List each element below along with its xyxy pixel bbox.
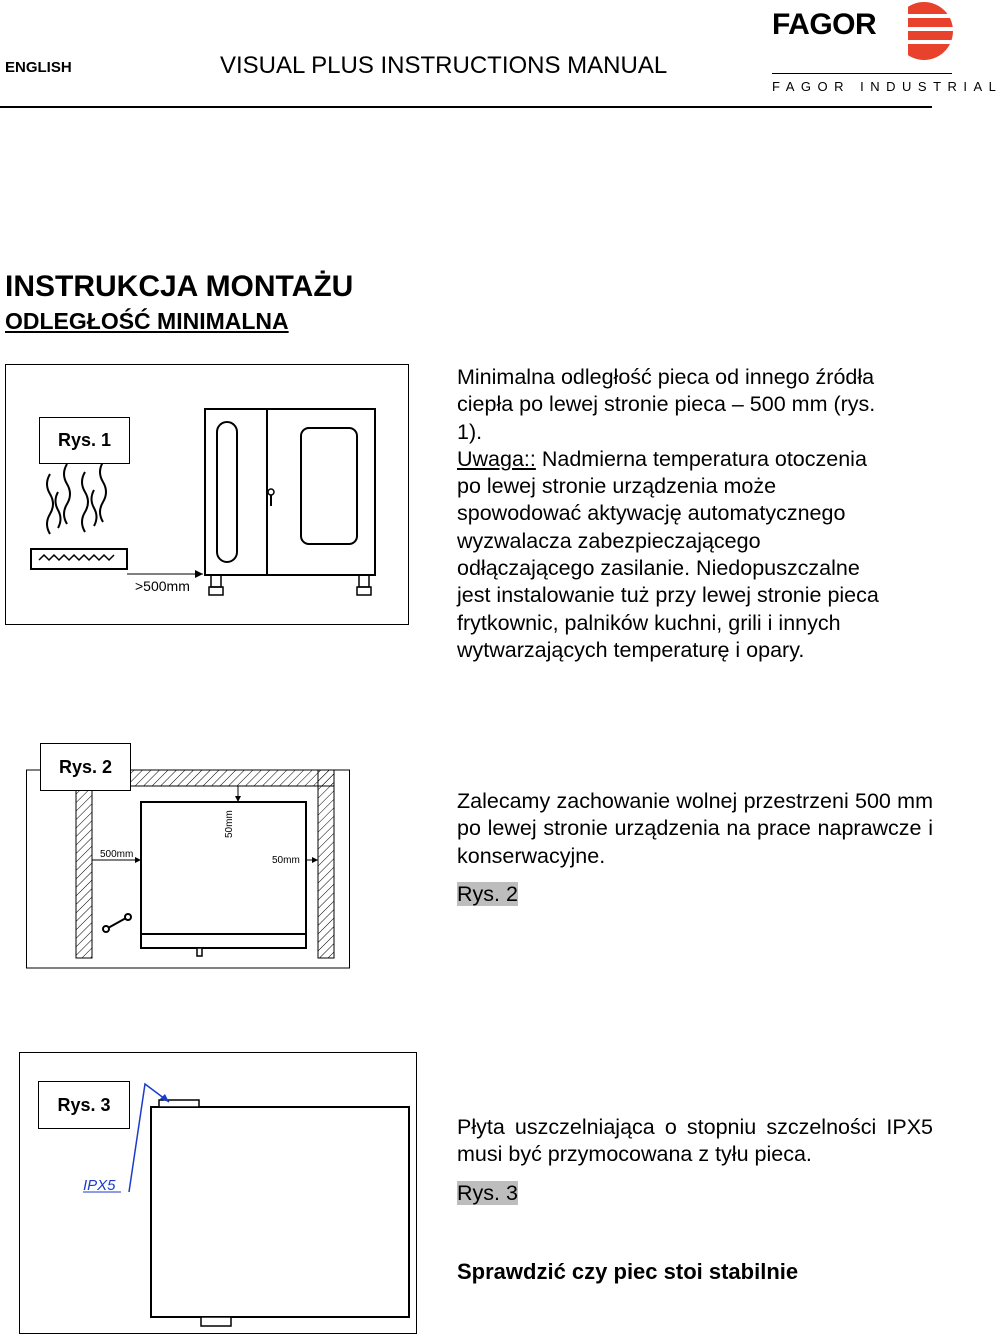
stability-heading: Sprawdzić czy piec stoi stabilnie [457, 1259, 799, 1284]
logo-subtitle: FAGOR INDUSTRIAL [772, 79, 1002, 94]
text-span: Nadmierna temperatura otoczenia [535, 446, 867, 471]
figure-1-illustration [5, 364, 410, 626]
text-line: 1). [457, 419, 483, 444]
figure-1-label: Rys. 1 [39, 417, 130, 464]
figure-2-label: Rys. 2 [40, 743, 131, 791]
language-label: ENGLISH [5, 59, 72, 76]
text-line: frytkownic, palników kuchni, grili i innych [457, 610, 841, 635]
figure-1-dimension: >500mm [135, 578, 190, 594]
figure-2-dim-left: 500mm [100, 849, 134, 860]
text-line: spowodować aktywację automatycznego [457, 501, 846, 526]
paragraph-min-distance [457, 364, 933, 664]
section-subtitle: ODLEGŁOŚĆ MINIMALNA [5, 308, 289, 334]
figure-2-dim-top: 50mm [224, 810, 235, 838]
figure-3-label: Rys. 3 [38, 1081, 130, 1129]
text-line: po lewej stronie urządzenia może [457, 474, 777, 499]
paragraph-ipx5-plate [457, 1114, 933, 1207]
header-rule [0, 106, 932, 108]
text-line: odłączającego zasilanie. Niedopuszczalne [457, 556, 860, 581]
text-block: Płyta uszczelniająca o stopniu szczelności IPX5 musi być przymocowana z tyłu pieca. [457, 1115, 933, 1167]
text-block: Zalecamy zachowanie wolnej przestrzeni 500 mm po lewej stronie urządzenia na prace naprawcze i konserwacyjne. [457, 789, 933, 868]
figure-3-ref: Rys. 3 [457, 1180, 518, 1205]
figure-2-dim-right: 50mm [272, 855, 300, 866]
text-line: Minimalna odległość pieca od innego źródła [457, 365, 875, 389]
paragraph-service-space [457, 788, 933, 908]
text-line: wyzwalacza zabezpieczającego [457, 528, 761, 553]
logo-divider [772, 73, 952, 74]
logo-icon [890, 0, 958, 62]
manual-title: VISUAL PLUS INSTRUCTIONS MANUAL [220, 52, 668, 79]
figure-3-ipx-label: IPX5 [83, 1177, 116, 1194]
text-line: jest instalowanie tuż przy lewej stronie pieca [457, 583, 879, 608]
section-title: INSTRUKCJA MONTAŻU [5, 270, 354, 303]
text-line [457, 446, 933, 473]
logo-brand: FAGOR [772, 8, 877, 41]
text-line: ciepła po lewej stronie pieca – 500 mm (rys. [457, 392, 876, 417]
text-line: wytwarzających temperaturę i opary. [457, 637, 805, 662]
figure-2-ref: Rys. 2 [457, 881, 518, 906]
warning-label: Uwaga:: [457, 446, 536, 471]
